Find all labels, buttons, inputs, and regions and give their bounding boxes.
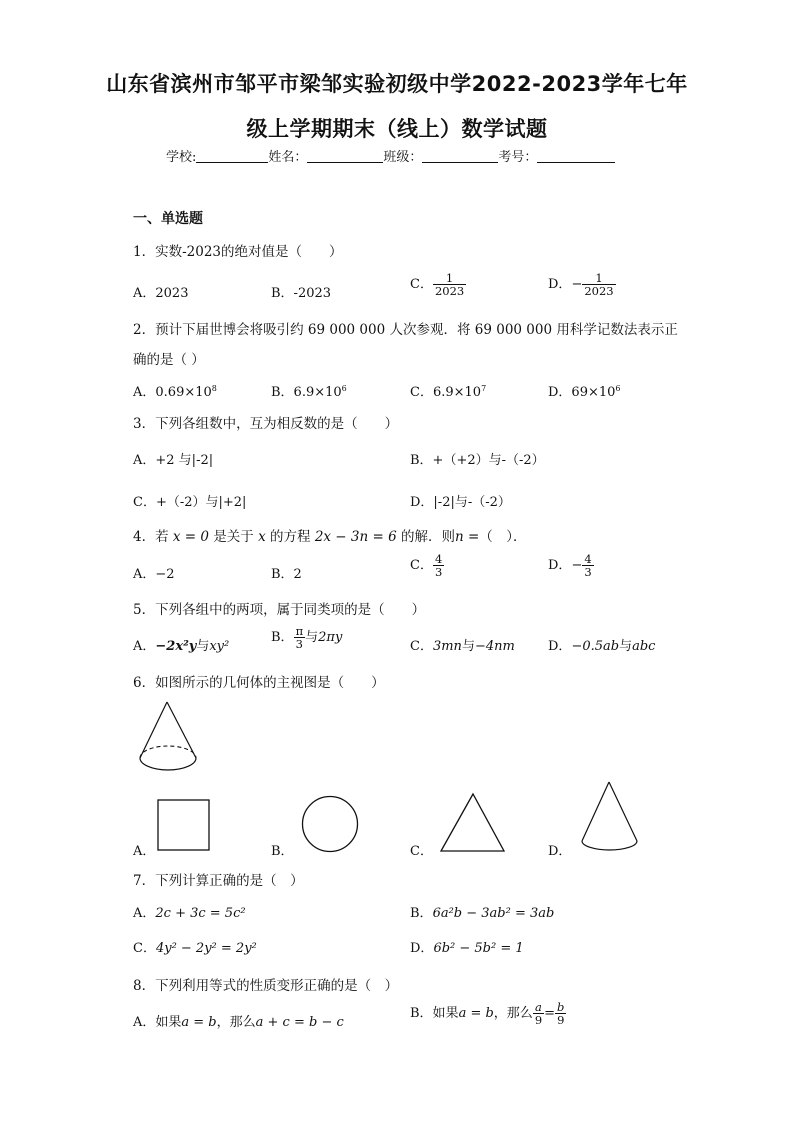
q5-stem: 5．下列各组中的两项，属于同类项的是（ ）: [133, 602, 426, 618]
circle-figure[interactable]: [301, 795, 359, 853]
q6-stem: 6．如图所示的几何体的主视图是（ ）: [133, 675, 385, 691]
cone-option-figure[interactable]: [580, 781, 640, 853]
q8-stem: 8．下列利用等式的性质变形正确的是（ ）: [133, 978, 399, 994]
q5-option-b[interactable]: B． $\frac{\pi}{3}$ 与2πy: [271, 624, 343, 652]
q2-stem-line-2: 确的是（ ）: [133, 352, 205, 368]
q5-option-c[interactable]: C．3mn与−4nm: [410, 639, 515, 654]
q1-option-a[interactable]: A．2023: [133, 286, 189, 301]
number-blank[interactable]: [537, 150, 615, 163]
q2-option-a[interactable]: A．$0.69\times 10^8$: [133, 384, 217, 400]
school-label: 学校:: [166, 150, 197, 165]
q2-stem-line-1: 2．预计下届世博会将吸引约 69 000 000 人次参观．将 69 000 000 用科学记数法表示正: [133, 322, 678, 338]
q7-option-c[interactable]: C．4y² − 2y² = 2y²: [133, 941, 257, 956]
fraction: $\frac{\pi}{3}$: [295, 624, 304, 652]
section-heading: 一、单选题: [133, 211, 203, 227]
title-line-2: 级上学期期末（线上）数学试题: [246, 117, 548, 141]
q5-option-a[interactable]: A．−2x²y与xy²: [133, 639, 230, 654]
q2-option-b[interactable]: B．$6.9\times 10^6$: [271, 384, 347, 400]
option-label: C．: [410, 277, 433, 293]
q7-option-b[interactable]: B．6a²b − 3ab² = 3ab: [410, 906, 555, 921]
q8-option-b[interactable]: B．如果a = b，那么 $\frac{a}{9}$ = $\frac{b}{9}$: [410, 1000, 565, 1028]
square-figure[interactable]: [157, 799, 211, 851]
fraction: $\frac{b}{9}$: [557, 1000, 565, 1028]
q4-option-d[interactable]: D．− $\frac{4}{3}$: [548, 552, 592, 580]
q3-stem: 3．下列各组数中，互为相反数的是（ ）: [133, 416, 399, 432]
q5-option-d[interactable]: D．−0.5ab与abc: [548, 639, 656, 654]
q6-option-c[interactable]: C．: [410, 844, 433, 859]
q1-option-b[interactable]: B．-2023: [271, 286, 332, 301]
name-label: 姓名：: [268, 150, 308, 165]
triangle-figure[interactable]: [440, 793, 506, 853]
q8-option-a[interactable]: A．如果a = b，那么a + c = b − c: [133, 1015, 344, 1030]
title-line-1: 山东省滨州市邹平市梁邹实验初级中学2022-2023学年七年: [106, 72, 688, 96]
q2-option-c[interactable]: C．$6.9\times 10^7$: [410, 384, 487, 400]
q2-option-d[interactable]: D．$69\times 10^6$: [548, 384, 621, 400]
option-label: D．: [548, 277, 572, 293]
name-blank[interactable]: [307, 150, 383, 163]
q6-option-b[interactable]: B．: [271, 844, 294, 859]
fraction: $\frac{1}{2023}$: [584, 271, 614, 299]
school-blank[interactable]: [196, 150, 268, 163]
fraction: $\frac{a}{9}$: [534, 1000, 543, 1028]
fraction: $\frac{1}{2023}$: [434, 271, 465, 299]
q4-option-a[interactable]: A．−2: [133, 567, 175, 582]
q7-option-a[interactable]: A．2c + 3c = 5c²: [133, 906, 246, 921]
q4-stem: 4．若 x = 0 是关于 x 的方程 2x − 3n = 6 的解．则n =（ ）．: [133, 529, 527, 545]
class-blank[interactable]: [422, 150, 498, 163]
fraction: $\frac{4}{3}$: [584, 552, 592, 580]
q3-option-a[interactable]: A．+2 与|-2|: [133, 453, 214, 468]
q1-stem: 1．实数-2023的绝对值是（ ）: [133, 244, 343, 260]
number-label: 考号：: [498, 150, 538, 165]
q1-option-c[interactable]: [410, 272, 466, 297]
q3-option-b[interactable]: B．+（+2）与-（-2）: [410, 453, 545, 468]
q3-option-c[interactable]: C．+（-2）与|+2|: [133, 495, 247, 510]
q1-option-d[interactable]: D．− $\frac{1}{2023}$: [548, 271, 614, 299]
cone-figure: [136, 700, 206, 776]
q7-option-d[interactable]: D．6b² − 5b² = 1: [410, 941, 524, 956]
class-label: 班级：: [383, 150, 423, 165]
q4-option-b[interactable]: B．2: [271, 567, 302, 582]
info-line: [166, 146, 615, 165]
q3-option-d[interactable]: D．|-2|与-（-2）: [410, 495, 511, 510]
q7-stem: 7．下列计算正确的是（ ）: [133, 873, 304, 889]
q6-option-a[interactable]: A．: [133, 844, 156, 859]
q4-option-c[interactable]: C． $\frac{4}{3}$: [410, 552, 443, 580]
fraction: $\frac{4}{3}$: [434, 552, 443, 580]
q6-option-d[interactable]: D．: [548, 844, 572, 859]
